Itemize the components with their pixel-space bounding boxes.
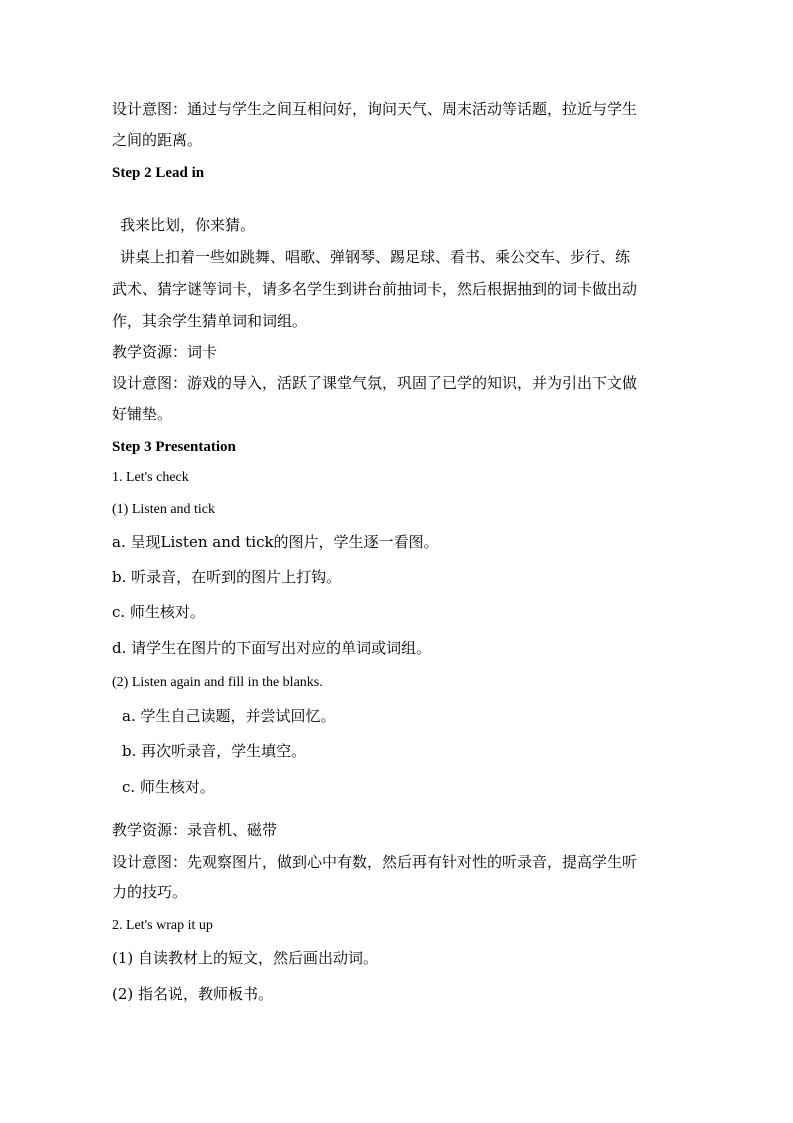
step-3-heading: Step 3 Presentation bbox=[112, 439, 236, 455]
section-2-heading: 2. Let's wrap it up bbox=[112, 918, 213, 933]
game-description-line-1: 讲桌上扣着一些如跳舞、唱歌、弹钢琴、踢足球、看书、乘公交车、步行、练 bbox=[120, 248, 631, 266]
list-item-c: c. 师生核对。 bbox=[112, 603, 205, 621]
teaching-resource-line-2: 教学资源：录音机、磁带 bbox=[112, 821, 278, 839]
section-1-heading: 1. Let's check bbox=[112, 470, 189, 485]
teaching-resource-line-1: 教学资源：词卡 bbox=[112, 343, 218, 361]
sub-list-item-c: c. 师生核对。 bbox=[122, 778, 215, 796]
design-intent-2-line-1: 设计意图：游戏的导入，活跃了课堂气氛，巩固了已学的知识，并为引出下文做 bbox=[112, 374, 638, 392]
list-item-b: b. 听录音，在听到的图片上打钩。 bbox=[112, 568, 342, 586]
wrap-up-item-1: (1) 自读教材上的短文，然后画出动词。 bbox=[112, 949, 379, 967]
wrap-up-item-2: (2) 指名说，教师板书。 bbox=[112, 985, 274, 1003]
design-intent-2-line-2: 好铺垫。 bbox=[112, 405, 173, 423]
game-intro-line: 我来比划，你来猜。 bbox=[120, 216, 256, 234]
design-intent-line-1: 设计意图：通过与学生之间互相问好，询问天气、周末活动等话题，拉近与学生 bbox=[112, 100, 638, 118]
list-item-d: d. 请学生在图片的下面写出对应的单词或词组。 bbox=[112, 639, 432, 657]
list-item-a: a. 呈现Listen and tick的图片，学生逐一看图。 bbox=[112, 533, 439, 551]
game-description-line-3: 作，其余学生猜单词和词组。 bbox=[112, 312, 308, 330]
design-intent-3-line-2: 力的技巧。 bbox=[112, 883, 188, 901]
design-intent-3-line-1: 设计意图：先观察图片，做到心中有数，然后再有针对性的听录音，提高学生听 bbox=[112, 853, 638, 871]
sub-list-item-a: a. 学生自己读题，并尝试回忆。 bbox=[122, 707, 336, 725]
sub-list-item-b: b. 再次听录音，学生填空。 bbox=[122, 742, 307, 760]
design-intent-line-2: 之间的距离。 bbox=[112, 131, 203, 149]
subsection-2-heading: (2) Listen again and fill in the blanks. bbox=[112, 675, 323, 690]
game-description-line-2: 武术、猜字谜等词卡，请多名学生到讲台前抽词卡，然后根据抽到的词卡做出动 bbox=[112, 280, 638, 298]
step-2-heading: Step 2 Lead in bbox=[112, 165, 205, 181]
subsection-1-heading: (1) Listen and tick bbox=[112, 502, 216, 517]
